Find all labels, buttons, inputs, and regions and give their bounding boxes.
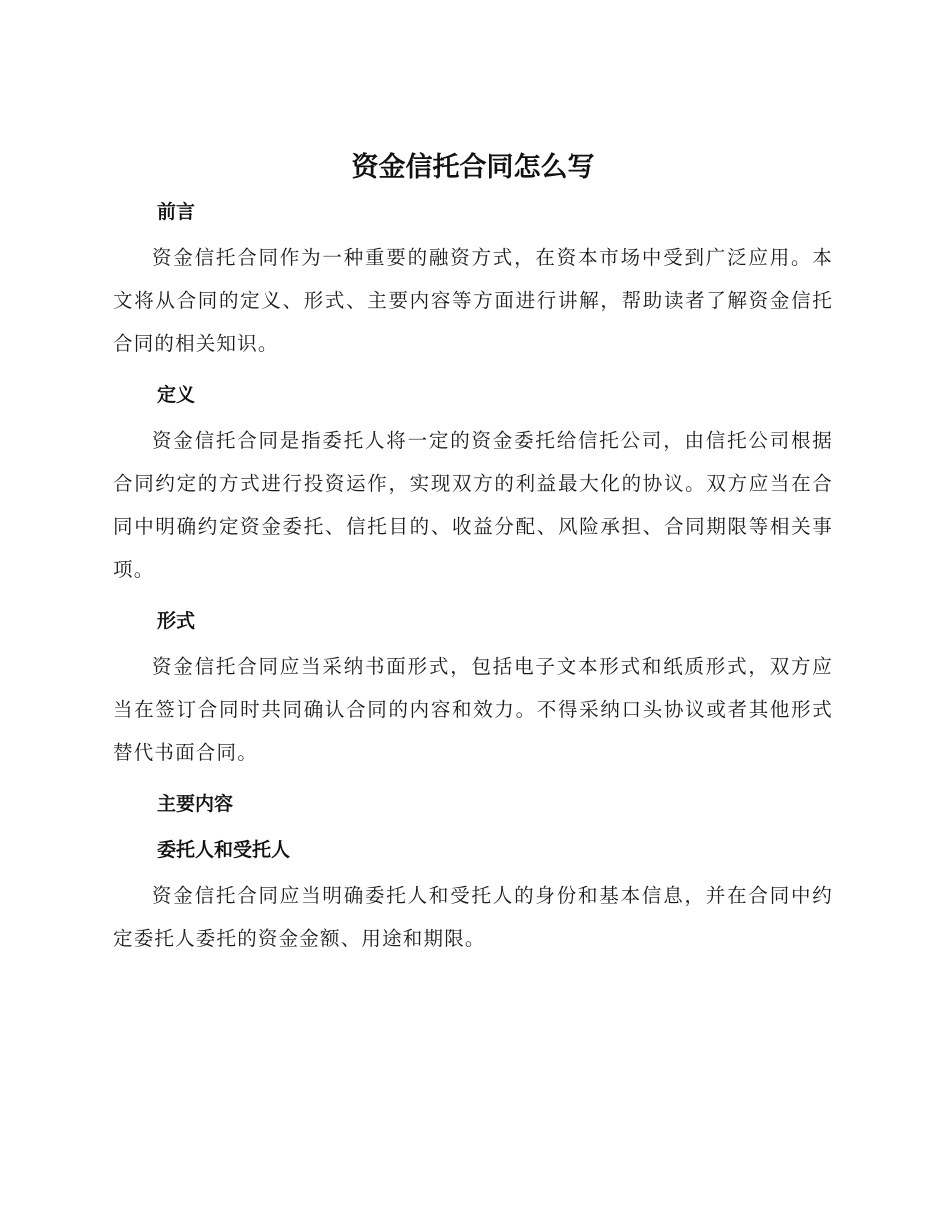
document-page [113,148,833,976]
section-paragraph-trustor-trustee: 资金信托合同应当明确委托人和受托人的身份和基本信息，并在合同中约定委托人委托的资金金额、用途和期限。 [113,884,833,950]
section-heading-trustor-trustee: 委托人和受托人 [157,839,291,861]
section-heading-main-content: 主要内容 [157,793,234,815]
section-paragraph-form: 资金信托合同应当采纳书面形式，包括电子文本形式和纸质形式，双方应当在签订合同时共同确认合同的内容和效力。不得采纳口头协议或者其他形式替代书面合同。 [113,655,833,764]
section-heading-definition: 定义 [157,384,196,406]
section-paragraph-preface: 资金信托合同作为一种重要的融资方式，在资本市场中受到广泛应用。本文将从合同的定义、形式、主要内容等方面进行讲解，帮助读者了解资金信托合同的相关知识。 [113,246,833,355]
section-heading-preface: 前言 [157,201,196,223]
section-heading-form: 形式 [157,610,196,632]
document-title: 资金信托合同怎么写 [351,152,595,183]
section-paragraph-definition: 资金信托合同是指委托人将一定的资金委托给信托公司，由信托公司根据合同约定的方式进行投资运作，实现双方的利益最大化的协议。双方应当在合同中明确约定资金委托、信托目的、收益分配、风险承担、合同期限等相关事项。 [113,429,833,581]
